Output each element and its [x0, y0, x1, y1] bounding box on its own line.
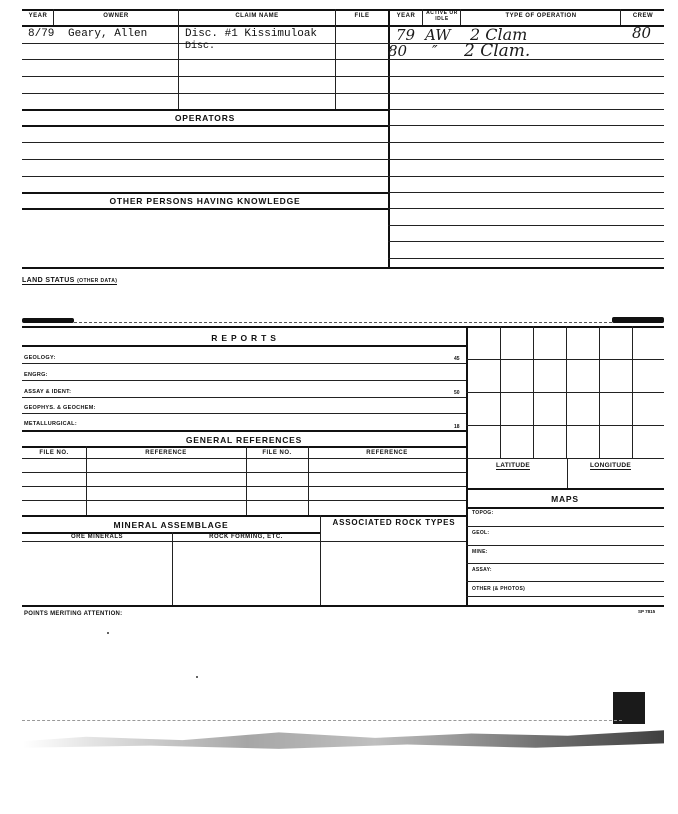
- scan-speck: [107, 632, 109, 634]
- maps-title: MAPS: [551, 494, 579, 504]
- entry-claim-line2: Disc.: [185, 41, 216, 52]
- entry-year: 8/79: [28, 28, 55, 40]
- header-year-right: YEAR: [396, 13, 416, 19]
- land-status-title: LAND STATUS: [22, 277, 75, 284]
- header-file: FILE: [354, 13, 370, 19]
- mineral-assemblage-title: MINERAL ASSEMBLAGE: [113, 520, 229, 530]
- report-number: 45: [454, 356, 460, 362]
- land-status-label: [22, 277, 117, 285]
- scan-noise-band: [22, 728, 664, 750]
- operation-year: 80: [388, 42, 408, 60]
- operation-type: 2 Clam.: [464, 41, 531, 61]
- latitude-label: LATITUDE: [496, 462, 531, 469]
- maps-row-mine: MINE:: [472, 549, 488, 555]
- other-persons-title: OTHER PERSONS HAVING KNOWLEDGE: [109, 196, 301, 206]
- header-active-or-idle: ACTIVE OR IDLE: [426, 10, 458, 22]
- header-claim-name: CLAIM NAME: [235, 13, 279, 19]
- entry-claim-line1: Disc. #1 Kissimuloak: [185, 28, 318, 40]
- report-number: 50: [454, 390, 460, 396]
- reports-title: R E P O R T S: [211, 333, 277, 343]
- longitude-label: LONGITUDE: [590, 462, 631, 469]
- header-owner: OWNER: [103, 13, 129, 19]
- ref-col-reference-2: REFERENCE: [366, 450, 408, 456]
- operation-status: AW: [425, 26, 451, 44]
- maps-row-topog: TOPOG:: [472, 510, 494, 516]
- scan-band-left: [22, 318, 74, 323]
- land-status-subtitle: (OTHER DATA): [77, 278, 118, 284]
- header-type-of-operation: TYPE OF OPERATION: [505, 13, 577, 19]
- header-year: YEAR: [28, 13, 48, 19]
- report-label: GEOLOGY:: [24, 355, 56, 361]
- operation-status: ″: [432, 42, 438, 60]
- report-label: ENGRG:: [24, 372, 48, 378]
- mineral-col-rock-forming: ROCK FORMING, ETC.: [209, 534, 283, 540]
- report-label: METALLURGICAL:: [24, 421, 77, 427]
- scan-band-right: [612, 317, 664, 323]
- header-crew: CREW: [632, 13, 654, 19]
- maps-row-assay: ASSAY:: [472, 567, 492, 573]
- maps-row-geol: GEOL:: [472, 530, 490, 536]
- ref-col-file-no: FILE NO.: [39, 450, 69, 456]
- points-meriting-attention-label: POINTS MERITING ATTENTION:: [24, 611, 123, 617]
- associated-rock-types-title: ASSOCIATED ROCK TYPES: [332, 518, 456, 527]
- operation-type: 2 Clam: [470, 25, 528, 44]
- operation-crew: 80: [632, 24, 652, 42]
- maps-row-other: OTHER (& PHOTOS): [472, 586, 526, 592]
- operation-year: 79: [396, 26, 416, 44]
- report-label: GEOPHYS. & GEOCHEM:: [24, 405, 96, 411]
- entry-owner: Geary, Allen: [68, 28, 148, 40]
- report-label: ASSAY & IDENT:: [24, 389, 72, 395]
- general-references-title: GENERAL REFERENCES: [185, 435, 303, 445]
- report-number: 18: [454, 424, 460, 430]
- operators-title: OPERATORS: [174, 113, 236, 123]
- ref-col-reference: REFERENCE: [145, 450, 187, 456]
- form-number: SP 7815: [638, 609, 656, 614]
- scan-speck: [196, 676, 198, 678]
- mineral-col-ore: ORE MINERALS: [70, 534, 123, 540]
- ref-col-file-no-2: FILE NO.: [262, 450, 292, 456]
